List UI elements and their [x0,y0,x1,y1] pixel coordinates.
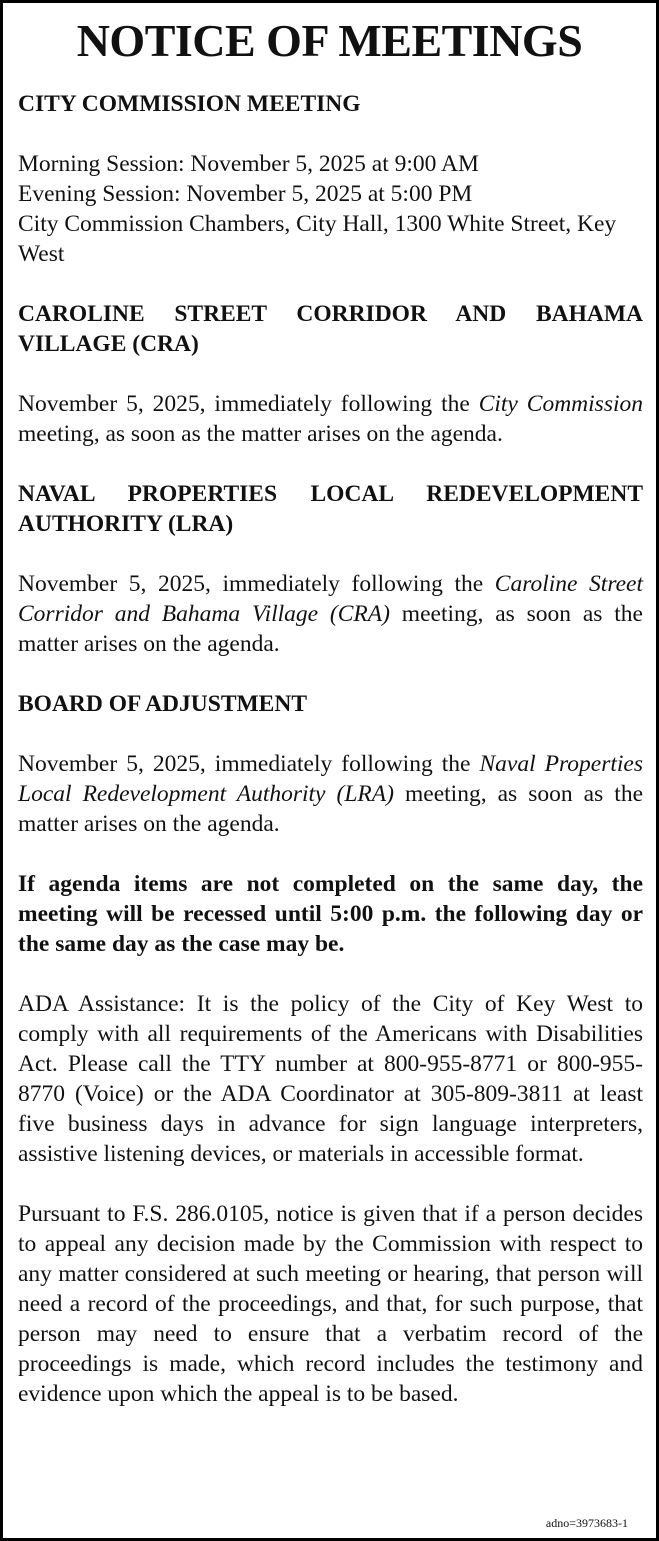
recess-notice: If agenda items are not completed on the same day, the meeting will be recessed until 5:00 p.m. the following day or the same day as the case may be. [18,871,643,957]
board-of-adjustment-details [18,749,643,839]
city-commission-details [18,149,643,269]
boa-details-suffix: meeting, as soon as the matter arises on the agenda. [18,781,643,837]
section-heading-board-of-adjustment: BOARD OF ADJUSTMENT [18,691,307,717]
lra-details [18,569,643,659]
lra-details-prefix: November 5, 2025, immediately following the [18,571,495,597]
section-heading-cra: CAROLINE STREET CORRIDOR AND BAHAMA VILLAGE (CRA) [18,301,643,357]
cra-details-reference: City Commission [478,391,643,417]
appeal-notice: Pursuant to F.S. 286.0105, notice is given that if a person decides to appeal any decision made by the Commission with respect to any matter considered at such meeting or hearing, that person will need a record of the proceedings, and that, for such purpose, that person may need to ensure that a verbatim record of the proceedings is made, which record includes the testimony and evidence upon which the appeal is to be based. [18,1201,643,1407]
section-heading-city-commission: CITY COMMISSION MEETING [18,91,361,117]
section-heading-lra: NAVAL PROPERTIES LOCAL REDEVELOPMENT AUTHORITY (LRA) [18,481,643,537]
lra-details-suffix: meeting, as soon as the matter arises on the agenda. [18,601,643,657]
notice-content [18,89,643,1439]
evening-session: Evening Session: November 5, 2025 at 5:00 PM [18,181,473,207]
cra-details-prefix: November 5, 2025, immediately following the [18,391,479,417]
cra-details [18,389,643,449]
boa-details-prefix: November 5, 2025, immediately following the [18,751,480,777]
ada-assistance-notice: ADA Assistance: It is the policy of the City of Key West to comply with all requirements of the Americans with Disabilities Act. Please call the TTY number at 800-955-8771 or 800-955-8770 (Voice) or the ADA Coordinator at 305-809-3811 at least five business days in advance for sign language interpreters, assistive listening devices, or materials in accessible format. [18,991,643,1167]
lra-details-reference: Caroline Street Corridor and Bahama Village (CRA) [18,571,643,627]
morning-session: Morning Session: November 5, 2025 at 9:00 AM [18,151,479,177]
boa-details-reference: Naval Properties Local Redevelopment Authority (LRA) [18,751,643,807]
meeting-location: City Commission Chambers, City Hall, 1300 White Street, Key West [18,211,617,267]
cra-details-suffix: meeting, as soon as the matter arises on the agenda. [18,421,503,447]
ad-number: adno=3973683-1 [545,1516,628,1530]
page-title: NOTICE OF MEETINGS [76,15,583,66]
